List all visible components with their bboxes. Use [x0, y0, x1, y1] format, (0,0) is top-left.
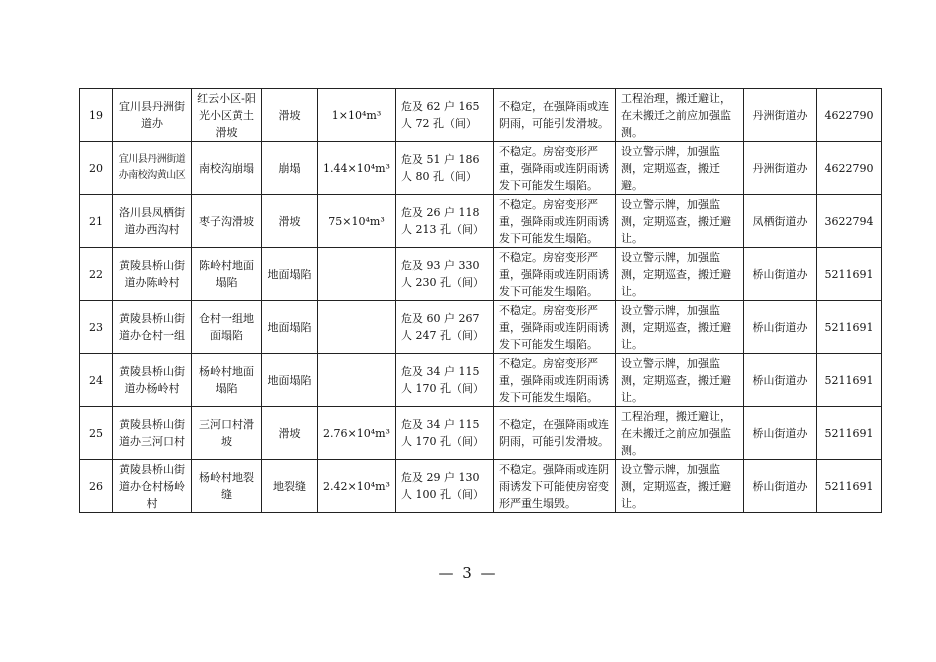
cell-scale — [318, 354, 396, 407]
cell-site-name: 仓村一组地面塌陷 — [192, 301, 262, 354]
cell-stability: 不稳定。房窑变形严重，强降雨或连阴雨诱发下可能发生塌陷。 — [494, 195, 616, 248]
cell-stability: 不稳定，在强降雨或连阴雨，可能引发滑坡。 — [494, 407, 616, 460]
cell-responsible-unit: 桥山街道办 — [744, 248, 817, 301]
cell-hazard-type: 崩塌 — [262, 142, 318, 195]
cell-number: 21 — [80, 195, 113, 248]
cell-stability: 不稳定。房窑变形严重，强降雨或连阴雨诱发下可能发生塌陷。 — [494, 248, 616, 301]
cell-site-name: 陈岭村地面塌陷 — [192, 248, 262, 301]
cell-responsible-unit: 桥山街道办 — [744, 460, 817, 513]
table-row — [80, 195, 882, 248]
cell-number: 24 — [80, 354, 113, 407]
cell-scale — [318, 301, 396, 354]
cell-threat: 危及 26 户 118 人 213 孔（间） — [396, 195, 494, 248]
cell-phone: 5211691 — [817, 354, 882, 407]
cell-number: 20 — [80, 142, 113, 195]
page-number: — 3 — — [438, 564, 498, 582]
cell-phone: 4622790 — [817, 89, 882, 142]
cell-measures: 设立警示牌，加强监测，定期巡查，搬迁避让。 — [616, 354, 744, 407]
cell-site-name: 杨岭村地裂缝 — [192, 460, 262, 513]
cell-measures: 设立警示牌，加强监测，定期巡查，搬迁避让。 — [616, 460, 744, 513]
cell-location: 黄陵县桥山街道办杨岭村 — [113, 354, 192, 407]
cell-threat: 危及 34 户 115 人 170 孔（间） — [396, 407, 494, 460]
table-row — [80, 248, 882, 301]
cell-number: 22 — [80, 248, 113, 301]
cell-hazard-type: 地裂缝 — [262, 460, 318, 513]
cell-threat: 危及 60 户 267 人 247 孔（间） — [396, 301, 494, 354]
cell-responsible-unit: 桥山街道办 — [744, 407, 817, 460]
cell-measures: 设立警示牌，加强监测，定期巡查，搬迁避。 — [616, 142, 744, 195]
table-row — [80, 142, 882, 195]
table-row — [80, 354, 882, 407]
cell-location: 黄陵县桥山街道办陈岭村 — [113, 248, 192, 301]
cell-responsible-unit: 丹洲街道办 — [744, 89, 817, 142]
cell-threat: 危及 51 户 186 人 80 孔（间） — [396, 142, 494, 195]
cell-stability: 不稳定。房窑变形严重，强降雨或连阴雨诱发下可能发生塌陷。 — [494, 142, 616, 195]
cell-number: 23 — [80, 301, 113, 354]
cell-scale: 1×10⁴m³ — [318, 89, 396, 142]
cell-hazard-type: 滑坡 — [262, 89, 318, 142]
hazard-table-body — [80, 89, 882, 513]
cell-phone: 5211691 — [817, 301, 882, 354]
cell-site-name: 南校沟崩塌 — [192, 142, 262, 195]
cell-threat: 危及 62 户 165 人 72 孔（间） — [396, 89, 494, 142]
cell-location: 黄陵县桥山街道办三河口村 — [113, 407, 192, 460]
cell-location: 宜川县丹洲街道办 — [113, 89, 192, 142]
cell-location: 洛川县凤栖街道办西沟村 — [113, 195, 192, 248]
cell-scale: 75×10⁴m³ — [318, 195, 396, 248]
cell-responsible-unit: 桥山街道办 — [744, 301, 817, 354]
cell-scale: 2.42×10⁴m³ — [318, 460, 396, 513]
table-row — [80, 460, 882, 513]
cell-measures: 工程治理，搬迁避让，在未搬迁之前应加强监测。 — [616, 89, 744, 142]
cell-location: 宜川县丹洲街道办南校沟黄山区 — [113, 142, 192, 195]
cell-hazard-type: 地面塌陷 — [262, 301, 318, 354]
cell-measures: 设立警示牌，加强监测，定期巡查，搬迁避让。 — [616, 301, 744, 354]
cell-measures: 设立警示牌，加强监测，定期巡查，搬迁避让。 — [616, 248, 744, 301]
cell-scale — [318, 248, 396, 301]
cell-location: 黄陵县桥山街道办仓村杨岭村 — [113, 460, 192, 513]
cell-number: 19 — [80, 89, 113, 142]
cell-phone: 4622790 — [817, 142, 882, 195]
cell-number: 26 — [80, 460, 113, 513]
table-row — [80, 301, 882, 354]
cell-hazard-type: 滑坡 — [262, 195, 318, 248]
cell-phone: 5211691 — [817, 460, 882, 513]
cell-stability: 不稳定。强降雨或连阴雨诱发下可能使房窑变形严重生塌毁。 — [494, 460, 616, 513]
cell-threat: 危及 93 户 330 人 230 孔（间） — [396, 248, 494, 301]
cell-hazard-type: 地面塌陷 — [262, 354, 318, 407]
cell-stability: 不稳定。房窑变形严重，强降雨或连阴雨诱发下可能发生塌陷。 — [494, 354, 616, 407]
cell-scale: 2.76×10⁴m³ — [318, 407, 396, 460]
cell-site-name: 枣子沟滑坡 — [192, 195, 262, 248]
cell-threat: 危及 34 户 115 人 170 孔（间） — [396, 354, 494, 407]
cell-responsible-unit: 丹洲街道办 — [744, 142, 817, 195]
cell-responsible-unit: 凤栖街道办 — [744, 195, 817, 248]
cell-hazard-type: 地面塌陷 — [262, 248, 318, 301]
cell-stability: 不稳定。房窑变形严重，强降雨或连阴雨诱发下可能发生塌陷。 — [494, 301, 616, 354]
cell-scale: 1.44×10⁴m³ — [318, 142, 396, 195]
table-row — [80, 407, 882, 460]
cell-site-name: 三河口村滑坡 — [192, 407, 262, 460]
cell-phone: 5211691 — [817, 407, 882, 460]
cell-threat: 危及 29 户 130 人 100 孔（间） — [396, 460, 494, 513]
cell-hazard-type: 滑坡 — [262, 407, 318, 460]
table-row — [80, 89, 882, 142]
cell-measures: 设立警示牌，加强监测，定期巡查，搬迁避让。 — [616, 195, 744, 248]
cell-measures: 工程治理，搬迁避让，在未搬迁之前应加强监测。 — [616, 407, 744, 460]
cell-location: 黄陵县桥山街道办仓村一组 — [113, 301, 192, 354]
cell-number: 25 — [80, 407, 113, 460]
cell-phone: 3622794 — [817, 195, 882, 248]
cell-site-name: 红云小区-阳光小区黄土滑坡 — [192, 89, 262, 142]
cell-responsible-unit: 桥山街道办 — [744, 354, 817, 407]
cell-phone: 5211691 — [817, 248, 882, 301]
hazard-table — [79, 88, 882, 513]
cell-stability: 不稳定，在强降雨或连阴雨，可能引发滑坡。 — [494, 89, 616, 142]
cell-site-name: 杨岭村地面塌陷 — [192, 354, 262, 407]
